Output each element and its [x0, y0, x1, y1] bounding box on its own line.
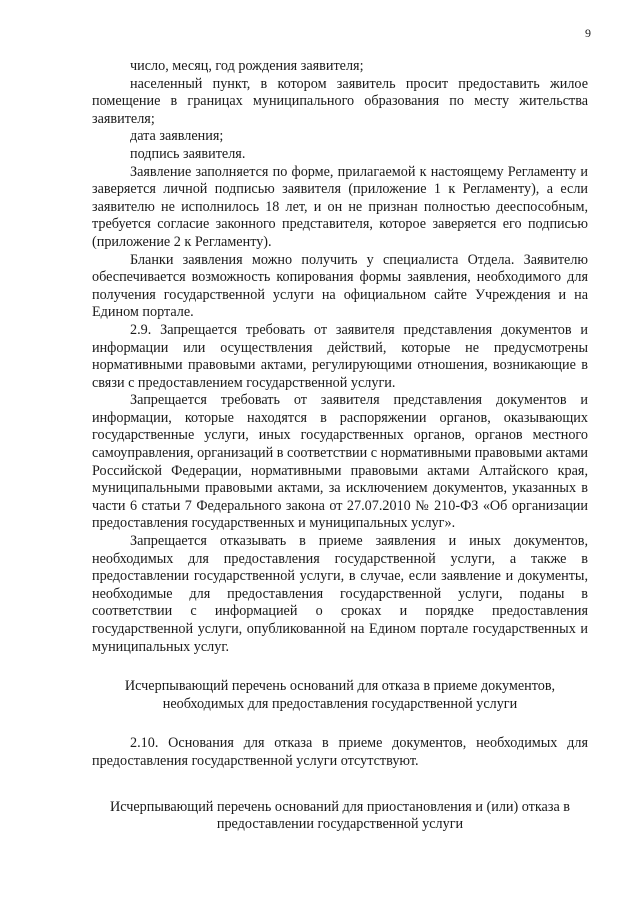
paragraph-date: дата заявления;: [130, 128, 224, 145]
paragraph-prohibited-refusal: Запрещается отказывать в приеме заявления и иных документов, необходимых для предоставления государственной услуги, а также в предоставлении государственной услуги, в случае, если заявление и документы, необходимые для предоставления государственной услуги, поданы в соответствии с информацией о сроках и порядке предоставления государственной услуги, опубликованной на Едином портале государственных и муниципальных услуг.: [92, 533, 588, 655]
paragraph-signature: подпись заявителя.: [130, 145, 246, 162]
paragraph-blank-forms: Бланки заявления можно получить у специалиста Отдела. Заявителю обеспечивается возможность копирования формы заявления, необходимого для получения государственной услуги на официальном сайте Учреждения и на Едином портале.: [92, 251, 588, 321]
page-number: 9: [585, 26, 591, 40]
paragraph-prohibited-documents: Запрещается требовать от заявителя представления документов и информации, которые находятся в распоряжении органов, оказывающих государственные услуги, иных государственных органов, органов местного самоуправления, организаций в соответствии с нормативными правовыми актами Российской Федерации, нормативными правовыми актами Алтайского края, муниципальными правовыми актами, за исключением документов, указанных в части 6 статьи 7 Федерального закона от 27.07.2010 № 210-ФЗ «Об организации предоставления государственных и муниципальных услуг».: [92, 392, 588, 532]
section-heading-refusal-documents: Исчерпывающий перечень оснований для отказа в приеме документов, необходимых для предоставления государственной услуги: [124, 678, 556, 712]
paragraph-birthdate: число, месяц, год рождения заявителя;: [130, 58, 364, 74]
section-heading-suspension: Исчерпывающий перечень оснований для приостановления и (или) отказа в предоставлении государственной услуги: [109, 798, 571, 833]
paragraph-2-9: 2.9. Запрещается требовать от заявителя представления документов и информации или осуществления действий, которые не предусмотрены нормативными правовыми актами, регулирующими отношения, возникающие в связи с предоставлением государственной услуги.: [92, 321, 588, 391]
paragraph-2-10: 2.10. Основания для отказа в приеме документов, необходимых для предоставления государственной услуги отсутствуют.: [92, 735, 588, 769]
paragraph-locality: населенный пункт, в котором заявитель просит предоставить жилое помещение в границах муниципального образования по месту жительства заявителя;: [92, 75, 588, 127]
paragraph-application-form: Заявление заполняется по форме, прилагаемой к настоящему Регламенту и заверяется личной подписью заявителя (приложение 1 к Регламенту), а если заявителю не исполнилось 18 лет, и он не признан полностью дееспособным, требуется согласие законного представителя, которое заверяется его подписью (приложение 2 к Регламенту).: [92, 163, 588, 250]
document-body: [92, 58, 588, 834]
